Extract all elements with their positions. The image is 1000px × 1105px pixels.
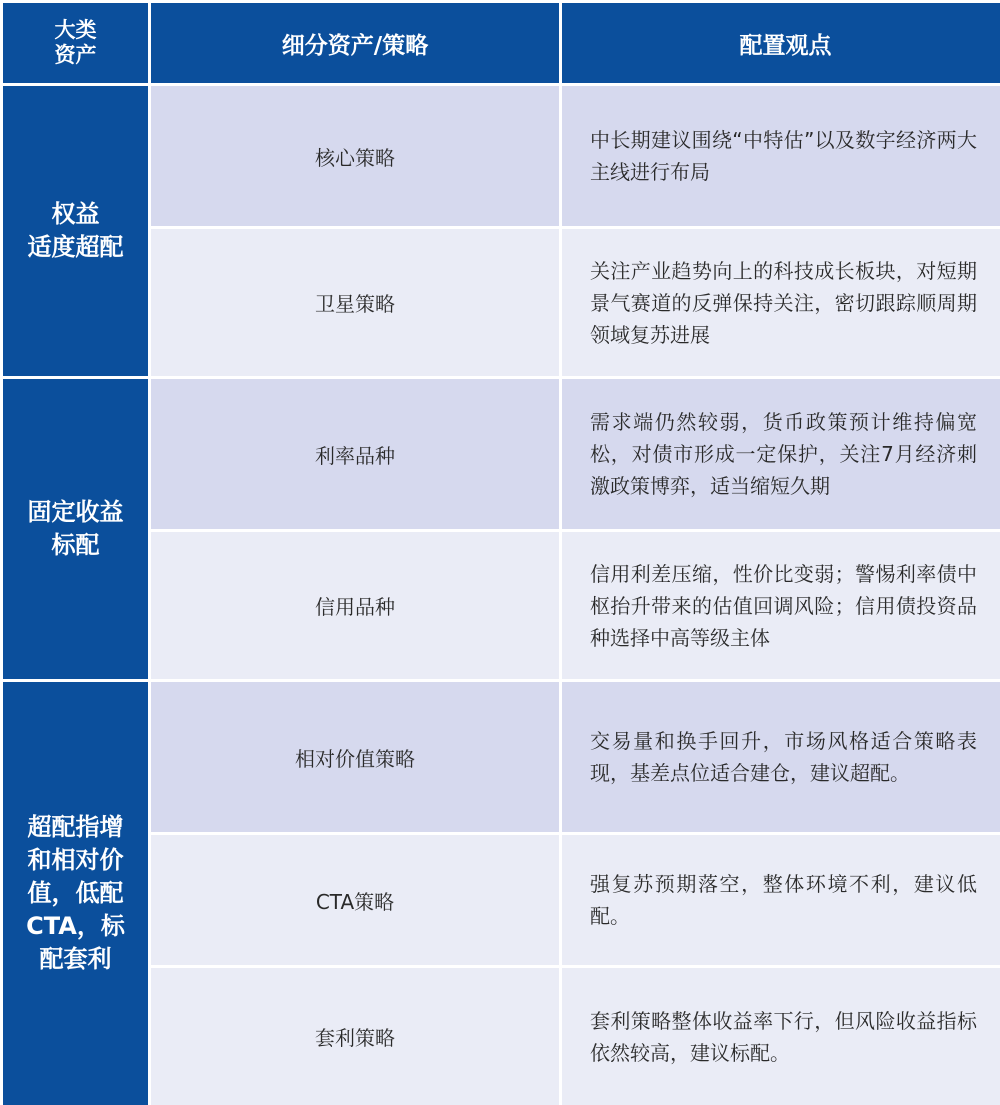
view-cell [562,682,1000,832]
sub-asset-cell: CTA策略 [151,835,559,965]
sub-asset-cell: 信用品种 [151,532,559,679]
view-text: 关注产业趋势向上的科技成长板块，对短期景气赛道的反弹保持关注，密切跟踪顺周期领域复苏进展 [590,258,977,347]
sub-asset-cell: 套利策略 [151,968,559,1105]
view-text: 交易量和换手回升，市场风格适合策略表现，基差点位适合建仓，建议超配。 [590,729,977,785]
category-line: 适度超配 [27,233,124,261]
view-text: 中长期建议围绕“中特估”以及数字经济两大主线进行布局 [590,128,977,184]
header-view: 配置观点 [562,3,1000,83]
view-cell [562,379,1000,529]
header-sub-asset: 细分资产/策略 [151,3,559,83]
category-line: 权益 [51,200,100,228]
sub-asset-cell: 核心策略 [151,86,559,226]
view-cell [562,968,1000,1105]
header-major-asset-line1: 大类 [54,18,97,42]
category-line: 标配 [51,531,100,559]
category-line: 超配指增 [27,813,124,841]
category-line: CTA，标 [26,912,125,940]
sub-asset-cell: 相对价值策略 [151,682,559,832]
category-equity [3,86,148,376]
category-line: 配套利 [39,945,112,973]
view-cell [562,86,1000,226]
view-cell [562,532,1000,679]
view-text: 需求端仍然较弱，货币政策预计维持偏宽松，对债市形成一定保护，关注7月经济刺激政策博弈，适当缩短久期 [590,410,977,498]
view-cell [562,229,1000,376]
sub-asset-cell: 卫星策略 [151,229,559,376]
sub-asset-cell: 利率品种 [151,379,559,529]
header-major-asset [3,3,148,83]
view-text: 套利策略整体收益率下行，但风险收益指标依然较高，建议标配。 [590,1008,977,1065]
view-text: 强复苏预期落空，整体环境不利，建议低配。 [590,872,977,928]
category-fixed-income [3,379,148,679]
category-line: 值，低配 [27,879,124,907]
view-cell [562,835,1000,965]
category-line: 和相对价 [27,846,124,874]
header-major-asset-line2: 资产 [54,43,97,67]
category-line: 固定收益 [27,498,124,526]
view-text: 信用利差压缩，性价比变弱；警惕利率债中枢抬升带来的估值回调风险；信用债投资品种选择中高等级主体 [590,561,977,650]
category-quant-strategies [3,682,148,1105]
